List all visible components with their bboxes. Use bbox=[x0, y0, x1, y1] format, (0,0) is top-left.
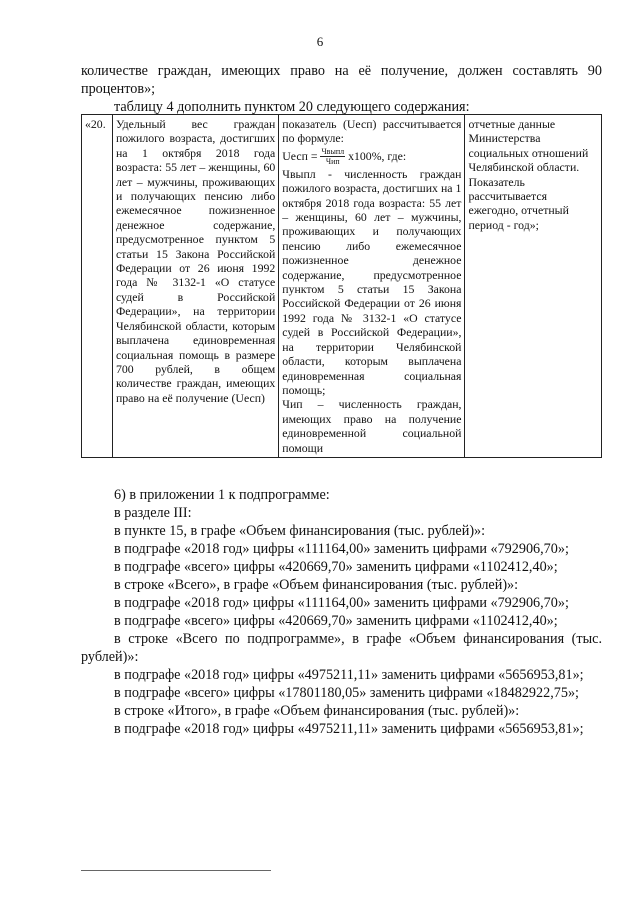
formula-fraction bbox=[320, 147, 345, 166]
calc-definition-numerator: Чвыпл - численность граждан пожилого возраста, достигших на 1 октября 2018 года возраста: 55 лет – женщины, 60 лет – мужчины, проживающих и получающих пенсию либо ежемесячное пожизненное денежное содержание, предусмотренное пунктом 5 статьи 15 Закона Российской Федерации от 26 июня 1992 года № 3132-1 «О статусе судей в Российской Федерации», на территории Челябинской области, которым выплачена единовременная социальная помощь; bbox=[282, 166, 462, 397]
formula-denominator: Чип bbox=[325, 156, 340, 166]
indicator-name-cell: Удельный вес граждан пожилого возраста, достигших на 1 октября 2018 года возраста: 55 лет – женщины, 60 лет – мужчины, проживающих и получающих пенсию либо ежемесячное пожизненное денежное содержание, предусмотренное пунктом 5 статьи 15 Закона Российской Федерации от 26 июня 1992 года № 3132-1 «О статусе судей в Российской Федерации», на территории Челябинской области, которым выплачена единовременная социальная помощь в размере 700 рублей, в общем количестве граждан, имеющих право на её получение (Uесп) bbox=[112, 115, 278, 458]
page-number: 6 bbox=[316, 34, 324, 49]
body-line: в подграфе «всего» цифры «420669,70» заменить цифрами «1102412,40»; bbox=[114, 613, 558, 629]
body-line: в подграфе «2018 год» цифры «111164,00» заменить цифрами «792906,70»; bbox=[114, 595, 569, 611]
calc-intro: показатель (Uесп) рассчитывается по формуле: bbox=[282, 117, 462, 146]
formula bbox=[282, 147, 461, 166]
calc-definition-denominator: Чип – численность граждан, имеющих право на получение единовременной социальной помощи bbox=[282, 397, 462, 455]
row-number-cell: «20. bbox=[82, 115, 113, 458]
body-line: в строке «Итого», в графе «Объем финансирования (тыс. рублей)»: bbox=[114, 703, 520, 719]
intro-paragraph-table-addition: таблицу 4 дополнить пунктом 20 следующего содержания: bbox=[114, 99, 470, 115]
formula-numerator: Чвыпл bbox=[321, 146, 345, 156]
body-line: в подграфе «всего» цифры «17801180,05» заменить цифрами «18482922,75»; bbox=[114, 685, 579, 701]
footer-rule bbox=[81, 870, 271, 871]
table-row bbox=[82, 115, 602, 458]
body-line: в подграфе «2018 год» цифры «4975211,11» заменить цифрами «5656953,81»; bbox=[114, 667, 584, 683]
body-line: в подграфе «всего» цифры «420669,70» заменить цифрами «1102412,40»; bbox=[114, 559, 558, 575]
body-line: 6) в приложении 1 к подпрограмме: bbox=[114, 487, 330, 503]
intro-paragraph-continuation: количестве граждан, имеющих право на её получение, должен составлять 90 процентов»; bbox=[81, 63, 602, 97]
data-source-cell: отчетные данные Министерства социальных отношений Челябинской области. Показатель рассчитывается ежегодно, отчетный период - год»; bbox=[465, 115, 602, 458]
table-4-item-20 bbox=[81, 114, 602, 458]
body-line: в разделе III: bbox=[114, 505, 192, 521]
formula-lhs: Uесп = bbox=[282, 149, 318, 164]
body-line: в подграфе «2018 год» цифры «111164,00» заменить цифрами «792906,70»; bbox=[114, 541, 569, 557]
body-line: в строке «Всего», в графе «Объем финансирования (тыс. рублей)»: bbox=[114, 577, 519, 593]
body-line: в подграфе «2018 год» цифры «4975211,11» заменить цифрами «5656953,81»; bbox=[114, 721, 584, 737]
body-line: в строке «Всего по подпрограмме», в графе «Объем финансирования (тыс. рублей)»: bbox=[81, 631, 602, 665]
intro-text bbox=[81, 62, 602, 116]
body-line: в пункте 15, в графе «Объем финансирования (тыс. рублей)»: bbox=[114, 523, 486, 539]
calculation-method-cell bbox=[279, 115, 465, 458]
formula-tail: x100%, где: bbox=[348, 149, 407, 164]
body-text bbox=[81, 486, 602, 738]
